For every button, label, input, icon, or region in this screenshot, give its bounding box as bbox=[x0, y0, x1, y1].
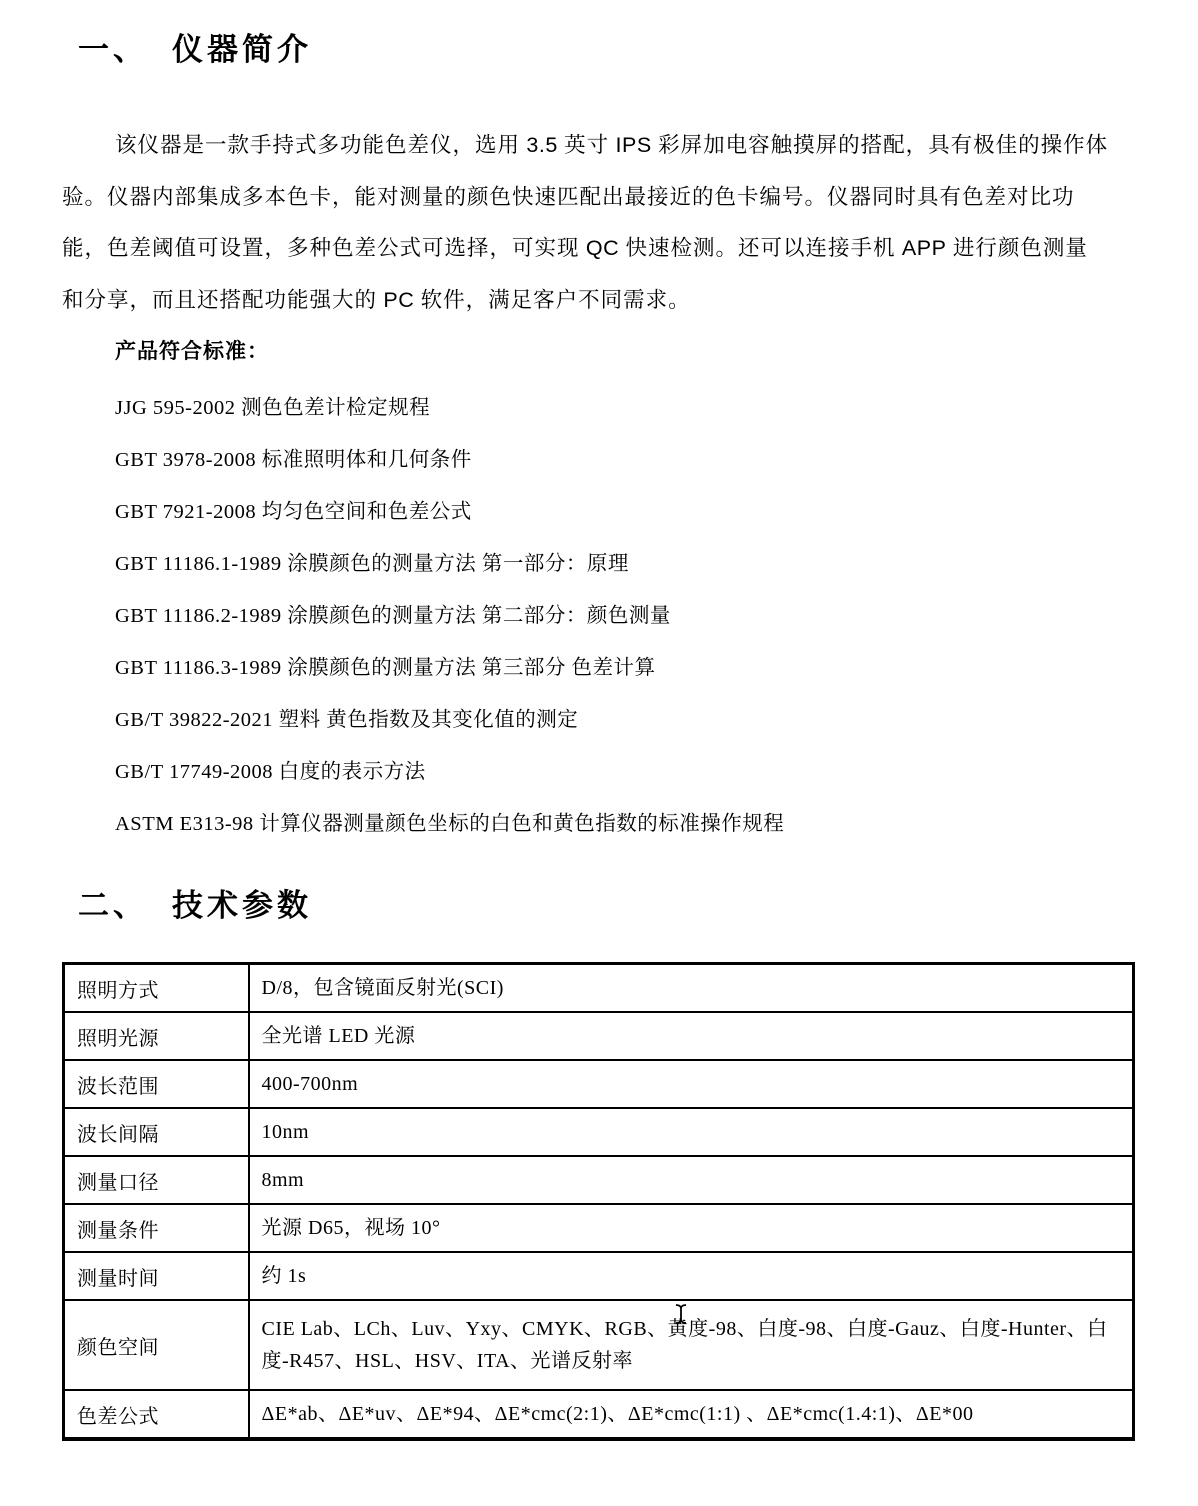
spec-value-text: 约 1s bbox=[261, 1265, 307, 1287]
intro-paragraph bbox=[62, 120, 1136, 326]
spec-value bbox=[249, 1108, 1134, 1156]
cjk-text-segment: 能，色差阈值可设置，多种色差公式可选择，可实现 bbox=[62, 236, 586, 260]
spec-row-wavelength-interval bbox=[64, 1108, 1134, 1156]
spec-row-light-source bbox=[64, 1012, 1134, 1060]
spec-value-text: D/8，包含镜面反射光(SCI) bbox=[261, 977, 504, 999]
cjk-text-segment: 和分享，而且还搭配功能强大的 bbox=[62, 287, 384, 312]
spec-value bbox=[249, 1390, 1134, 1439]
spec-label: 照明方式 bbox=[64, 964, 249, 1013]
intro-paragraph-line-1 bbox=[62, 120, 1136, 172]
spec-row-illumination-geometry bbox=[64, 964, 1134, 1013]
spec-value bbox=[249, 1300, 1134, 1390]
standards-label: 产品符合标准： bbox=[115, 340, 269, 363]
spec-row-aperture bbox=[64, 1156, 1134, 1204]
section1-heading-title: 仪器简介 bbox=[172, 32, 312, 67]
cjk-text-segment: 验。仪器内部集成多本色卡，能对测量的颜色快速匹配出最接近的色卡编号。仪器同时具有色差对比功 bbox=[62, 184, 1075, 209]
spec-label: 照明光源 bbox=[64, 1012, 249, 1060]
spec-value-text: ΔE*ab、ΔE*uv、ΔE*94、ΔE*cmc(2:1)、ΔE*cmc(1:1) 、ΔE*cmc(1.4:1)、ΔE*00 bbox=[261, 1403, 974, 1425]
cjk-text-segment: 彩屏加电容触摸屏的搭配，具有极佳的操作体 bbox=[651, 133, 1109, 157]
cjk-text-segment: 软件，满足客户不同需求。 bbox=[414, 287, 691, 312]
spec-value-text: 全光谱 LED 光源 bbox=[261, 1025, 416, 1047]
latin-text-segment: QC bbox=[585, 236, 620, 260]
section2-heading-title: 技术参数 bbox=[172, 888, 312, 923]
cjk-text-segment: 英寸 bbox=[557, 133, 616, 157]
cjk-text-segment: 快速检测。还可以连接手机 bbox=[619, 236, 902, 260]
latin-text-segment: APP bbox=[901, 236, 947, 260]
latin-text-segment: PC bbox=[383, 287, 415, 312]
latin-text-segment: 3.5 bbox=[526, 133, 558, 157]
spec-label: 波长间隔 bbox=[64, 1108, 249, 1156]
spec-label: 色差公式 bbox=[64, 1390, 249, 1439]
spec-value-text: 10nm bbox=[261, 1121, 310, 1143]
spec-value bbox=[249, 964, 1134, 1013]
cjk-text-segment: 进行颜色测量 bbox=[946, 236, 1088, 260]
spec-value-text: 8mm bbox=[261, 1169, 305, 1191]
section2-heading-number: 二、 bbox=[78, 888, 148, 923]
standard-item-gbt-11186-1: GBT 11186.1-1989 涂膜颜色的测量方法 第一部分：原理 bbox=[115, 553, 629, 575]
spec-row-color-difference-formulas bbox=[64, 1390, 1134, 1439]
latin-text-segment: IPS bbox=[615, 133, 652, 157]
spec-row-color-spaces bbox=[64, 1300, 1134, 1390]
section2-heading bbox=[78, 884, 1198, 928]
spec-row-wavelength-range bbox=[64, 1060, 1134, 1108]
spec-value bbox=[249, 1012, 1134, 1060]
specs-table bbox=[62, 962, 1135, 1441]
intro-paragraph-line-2 bbox=[62, 172, 1136, 224]
spec-label: 颜色空间 bbox=[64, 1300, 249, 1390]
standard-item-gbt-11186-3: GBT 11186.3-1989 涂膜颜色的测量方法 第三部分 色差计算 bbox=[115, 657, 656, 679]
standard-item-gbt-11186-2: GBT 11186.2-1989 涂膜颜色的测量方法 第二部分：颜色测量 bbox=[115, 605, 671, 627]
standard-item-gbt-17749: GB/T 17749-2008 白度的表示方法 bbox=[115, 761, 426, 783]
standard-item-jjg-595: JJG 595-2002 测色色差计检定规程 bbox=[115, 397, 431, 419]
spec-value-text: 光源 D65，视场 10° bbox=[261, 1217, 441, 1239]
cjk-text-segment: 该仪器是一款手持式多功能色差仪，选用 bbox=[115, 133, 527, 157]
intro-paragraph-line-3 bbox=[62, 223, 1136, 275]
intro-paragraph-line-4 bbox=[62, 275, 1136, 327]
spec-value bbox=[249, 1204, 1134, 1252]
spec-label: 测量时间 bbox=[64, 1252, 249, 1300]
standard-item-astm-e313: ASTM E313-98 计算仪器测量颜色坐标的白色和黄色指数的标准操作规程 bbox=[115, 813, 785, 835]
section1-heading bbox=[78, 0, 1198, 72]
spec-value bbox=[249, 1060, 1134, 1108]
section1-heading-number: 一、 bbox=[78, 32, 148, 67]
standard-item-gbt-3978: GBT 3978-2008 标准照明体和几何条件 bbox=[115, 449, 472, 471]
standard-item-gbt-7921: GBT 7921-2008 均匀色空间和色差公式 bbox=[115, 501, 472, 523]
standard-item-gbt-39822: GB/T 39822-2021 塑料 黄色指数及其变化值的测定 bbox=[115, 709, 579, 731]
spec-value bbox=[249, 1156, 1134, 1204]
spec-label: 波长范围 bbox=[64, 1060, 249, 1108]
spec-value-text: CIE Lab、LCh、Luv、Yxy、CMYK、RGB、黄度-98、白度-98、白度-Gauz、白度-Hunter、白度-R457、HSL、HSV、ITA、光谱反射率 bbox=[261, 1318, 1108, 1372]
standards-list bbox=[115, 382, 1198, 850]
spec-label: 测量条件 bbox=[64, 1204, 249, 1252]
spec-value-text: 400-700nm bbox=[261, 1073, 359, 1095]
spec-value bbox=[249, 1252, 1134, 1300]
text-cursor-icon bbox=[672, 1303, 690, 1325]
spec-row-measure-condition bbox=[64, 1204, 1134, 1252]
spec-label: 测量口径 bbox=[64, 1156, 249, 1204]
spec-row-measure-time bbox=[64, 1252, 1134, 1300]
